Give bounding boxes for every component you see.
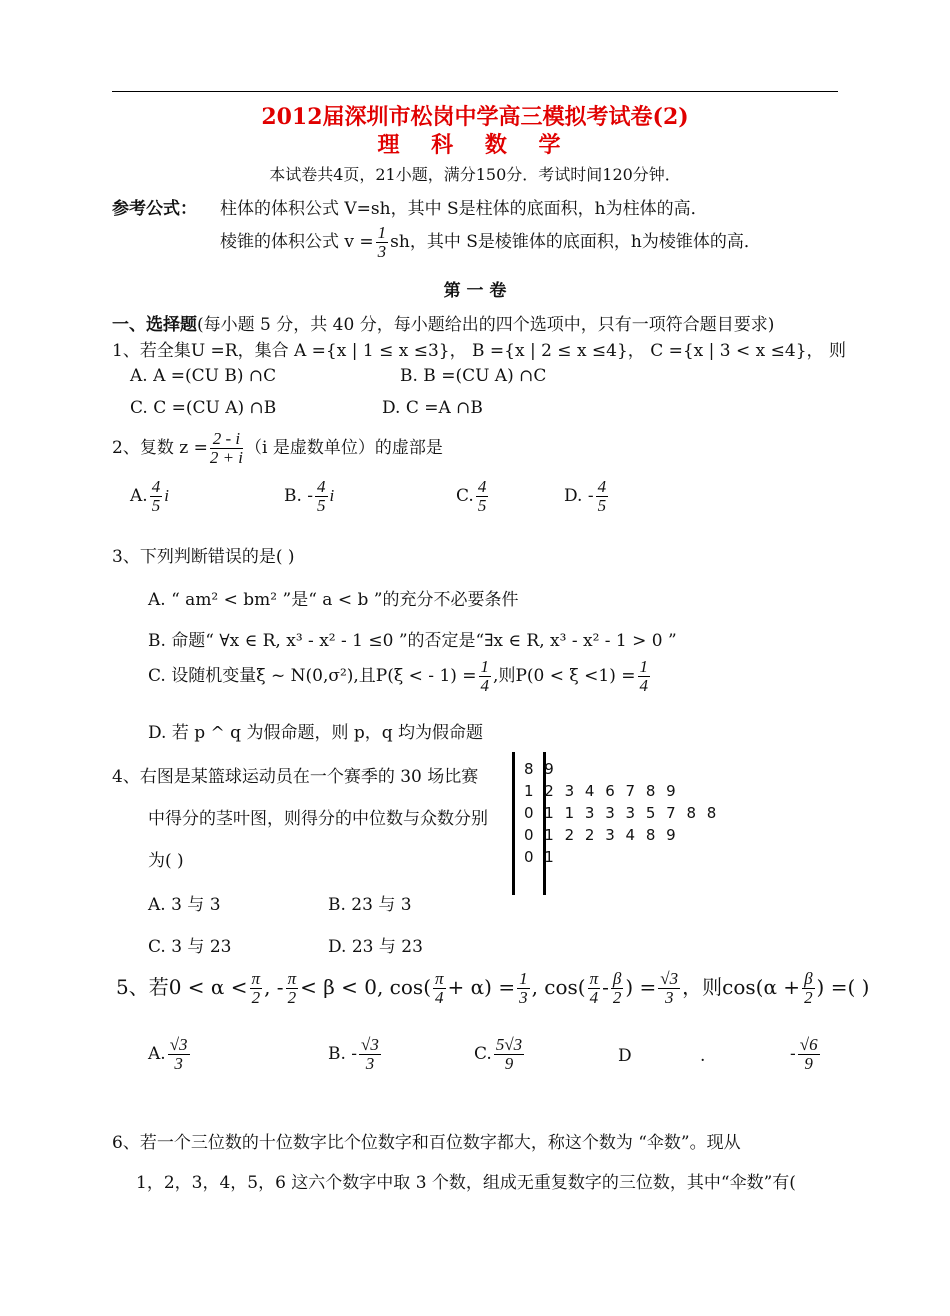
exam-title: 2012届深圳市松岗中学高三模拟考试卷(2) <box>261 104 689 130</box>
q3-option-d: D. 若 p ^ q 为假命题，则 p，q 均为假命题 <box>148 723 484 743</box>
q5-stem: 5、若0 < α < $\frac{\pi}{2}$ , - $\frac{\pi}{2}$ < β < 0, cos( $\frac{\pi}{4}$ + α) = $\frac{1}{3}$ , cos( $\frac{\pi}{4}$ - $\frac{\beta}{2}$ ) = $\frac{√3}{3}$ ，则cos(α + $\frac{\beta}{2}$ ) =( ) <box>116 969 870 1007</box>
subject-title: 理 科 数 学 <box>377 132 573 158</box>
q2-stem: 2、复数 z = $\frac{2 - i}{2 + i}$ （i 是虚数单位）的虚部是 <box>112 429 443 467</box>
q3-option-b: B. 命题“ ∀x ∈ R, x³ - x² - 1 ≤0 ”的否定是“∃x ∈ R, x³ - x² - 1 > 0 ” <box>148 631 677 651</box>
top-rule <box>112 91 838 92</box>
exam-info: 本试卷共4页，21小题，满分150分．考试时间120分钟． <box>269 165 681 184</box>
q1-option-d: D. C =A ∩B <box>382 398 483 418</box>
q5-option-a: A. $\frac{√3}{3}$ <box>148 1035 188 1073</box>
q4-option-c: C. 3 与 23 <box>148 937 232 957</box>
reference-label: 参考公式： <box>112 199 197 219</box>
stemleaf-row: 1 2 3 4 6 7 8 9 <box>524 782 679 800</box>
stemleaf-row: 8 9 <box>524 760 557 778</box>
section-title: 第 一 卷 <box>443 281 507 301</box>
q4-line3: 为( ) <box>148 851 184 871</box>
stemleaf-row: 0 1 1 3 3 3 5 7 8 8 <box>524 804 720 822</box>
q1-option-b: B. B =(CU A) ∩C <box>400 366 547 386</box>
q5-option-b: B. - $\frac{√3}{3}$ <box>328 1035 379 1073</box>
stemleaf-left-line <box>512 752 515 895</box>
q4-option-d: D. 23 与 23 <box>328 937 423 957</box>
q5-option-d-dot: . <box>700 1046 706 1066</box>
q1-option-a: A. A =(CU B) ∩C <box>130 366 277 386</box>
q3-option-c: C. 设随机变量ξ ~ N(0,σ²),且P(ξ < - 1) = $\frac{1}{4}$ ,则P(0 < ξ <1) = $\frac{1}{4}$ <box>148 657 648 695</box>
q2-option-c: C. $\frac{4}{5}$ <box>456 477 487 515</box>
q3-option-a: A. “ am² < bm² ”是“ a < b ”的充分不必要条件 <box>148 590 519 610</box>
q2-option-d: D. - $\frac{4}{5}$ <box>564 477 607 515</box>
q2-option-a: A. $\frac{4}{5}$ i <box>130 477 169 515</box>
q4-option-a: A. 3 与 3 <box>148 895 221 915</box>
q1-option-c: C. C =(CU A) ∩B <box>130 398 277 418</box>
stemleaf-row: 0 1 <box>524 848 557 866</box>
q2-option-b: B. - $\frac{4}{5}$ i <box>284 477 335 515</box>
q6-line1: 6、若一个三位数的十位数字比个位数字和百位数字都大，称这个数为 “伞数”。现从 <box>112 1133 741 1153</box>
formula-prism: 柱体的体积公式 V=sh，其中 S是柱体的底面积，h为柱体的高． <box>220 199 708 219</box>
q5-option-d-label: D <box>618 1046 632 1066</box>
q3-stem: 3、下列判断错误的是( ) <box>112 547 295 567</box>
q6-line2: 1，2，3，4，5，6 这六个数字中取 3 个数，组成无重复数字的三位数，其中“伞数”有( <box>136 1173 796 1193</box>
part1-heading: 一、选择题(每小题 5 分，共 40 分，每小题给出的四个选项中，只有一项符合题目要求) <box>112 315 775 335</box>
q5-option-d-value: - $\frac{√6}{9}$ <box>790 1035 818 1073</box>
q4-line2: 中得分的茎叶图，则得分的中位数与众数分别 <box>148 809 488 829</box>
q4-line1: 4、右图是某篮球运动员在一个赛季的 30 场比赛 <box>112 767 479 787</box>
q4-option-b: B. 23 与 3 <box>328 895 412 915</box>
q1-stem: 1、若全集U =R，集合 A ={x | 1 ≤ x ≤3}， B ={x | 2 ≤ x ≤4}， C ={x | 3 < x ≤4}， 则 <box>112 341 846 361</box>
q5-option-c: C. $\frac{5√3}{9}$ <box>474 1035 523 1073</box>
formula-pyramid: 棱锥的体积公式 v = $\frac{1}{3}$ sh，其中 S是棱锥体的底面积，h为棱锥体的高． <box>220 223 761 261</box>
stemleaf-row: 0 1 2 2 3 4 8 9 <box>524 826 679 844</box>
